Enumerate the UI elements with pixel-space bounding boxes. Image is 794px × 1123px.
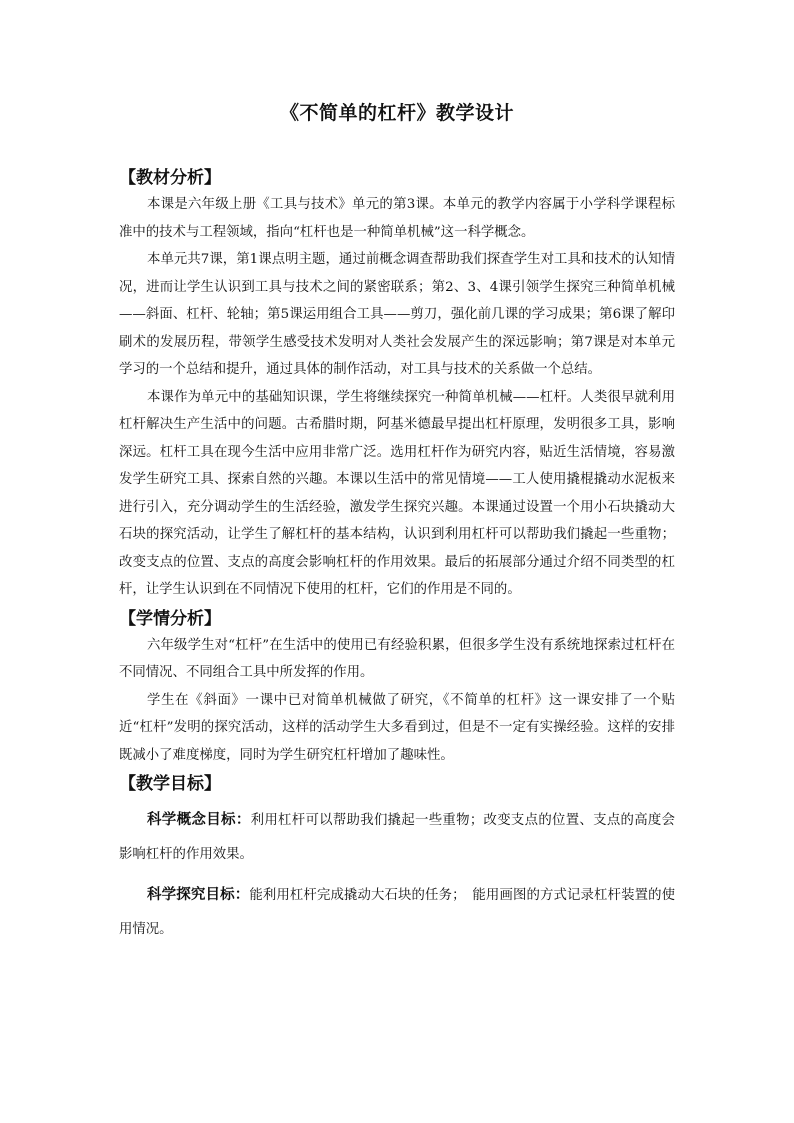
section-heading: 【学情分析】 [119,608,221,629]
section-teaching-goals [119,771,675,947]
section-heading: 【教学目标】 [119,774,221,794]
paragraph: 学生在《斜面》一课中已对简单机械做了研究，《不简单的杠杆》这一课安排了一个贴近“杠杆”发明的探究活动，这样的活动学生大多看到过，但是不一定有实操经验。这样的安排既减小了难度梯度，同时为学生研究杠杆增加了趣味性。 [119,692,675,763]
paragraph: 本课作为单元中的基础知识课，学生将继续探究一种简单机械——杠杆。人类很早就利用杠杆解决生产生活中的问题。古希腊时期，阿基米德最早提出杠杆原理，发明很多工具，影响深远。杠杆工具在现今生活中应用非常广泛。选用杠杆作为研究内容，贴近生活情境，容易激发学生研究工具、探索自然的兴趣。本课以生活中的常见情境——工人使用撬棍撬动水泥板来进行引入，充分调动学生的生活经验，激发学生探究兴趣。本课通过设置一个用小石块撬动大石块的探究活动，让学生了解杠杆的基本结构，认识到利用杠杆可以帮助我们撬起一些重物；改变支点的位置、支点的高度会影响杠杆的作用效果。最后的拓展部分通过介绍不同类型的杠杆，让学生认识到在不同情况下使用的杠杆，它们的作用是不同的。 [119,389,675,597]
paragraph: 本课是六年级上册《工具与技术》单元的第3课。本单元的教学内容属于小学科学课程标准中的技术与工程领域，指向“杠杆也是一种简单机械”这一科学概念。 [119,197,675,240]
goal-science-concept [119,803,675,872]
paragraph: 本单元共7课，第1课点明主题，通过前概念调查帮助我们探查学生对工具和技术的认知情况，进而让学生认识到工具与技术之间的紧密联系；第2、3、4课引领学生探究三种简单机械——斜面、杠杆、轮轴；第5课运用组合工具——剪刀，强化前几课的学习成果；第6课了解印刷术的发展历程，带领学生感受技术发明对人类社会发展产生的深远影响；第7课是对本单元学习的一个总结和提升，通过具体的制作活动，对工具与技术的关系做一个总结。 [119,252,675,377]
document-page [119,98,675,947]
goal-label: 科学探究目标： [147,887,250,903]
goal-text: 能利用杠杆完成撬动大石块的任务； 能用画图的方式记录杠杆装置的使用情况。 [119,888,675,937]
section-heading: 【教材分析】 [119,168,221,188]
goal-text: 利用杠杆可以帮助我们撬起一些重物；改变支点的位置、支点的高度会影响杠杆的作用效果。 [119,813,675,862]
goal-science-inquiry [119,878,675,947]
section-textbook-analysis [119,165,675,604]
goal-label: 科学概念目标： [147,812,251,828]
section-student-analysis [119,606,675,770]
document-title: 《不简单的杠杆》教学设计 [279,102,514,124]
paragraph: 六年级学生对“杠杆”在生活中的使用已有经验积累，但很多学生没有系统地探索过杠杆在不同情况、不同组合工具中所发挥的作用。 [119,637,675,680]
